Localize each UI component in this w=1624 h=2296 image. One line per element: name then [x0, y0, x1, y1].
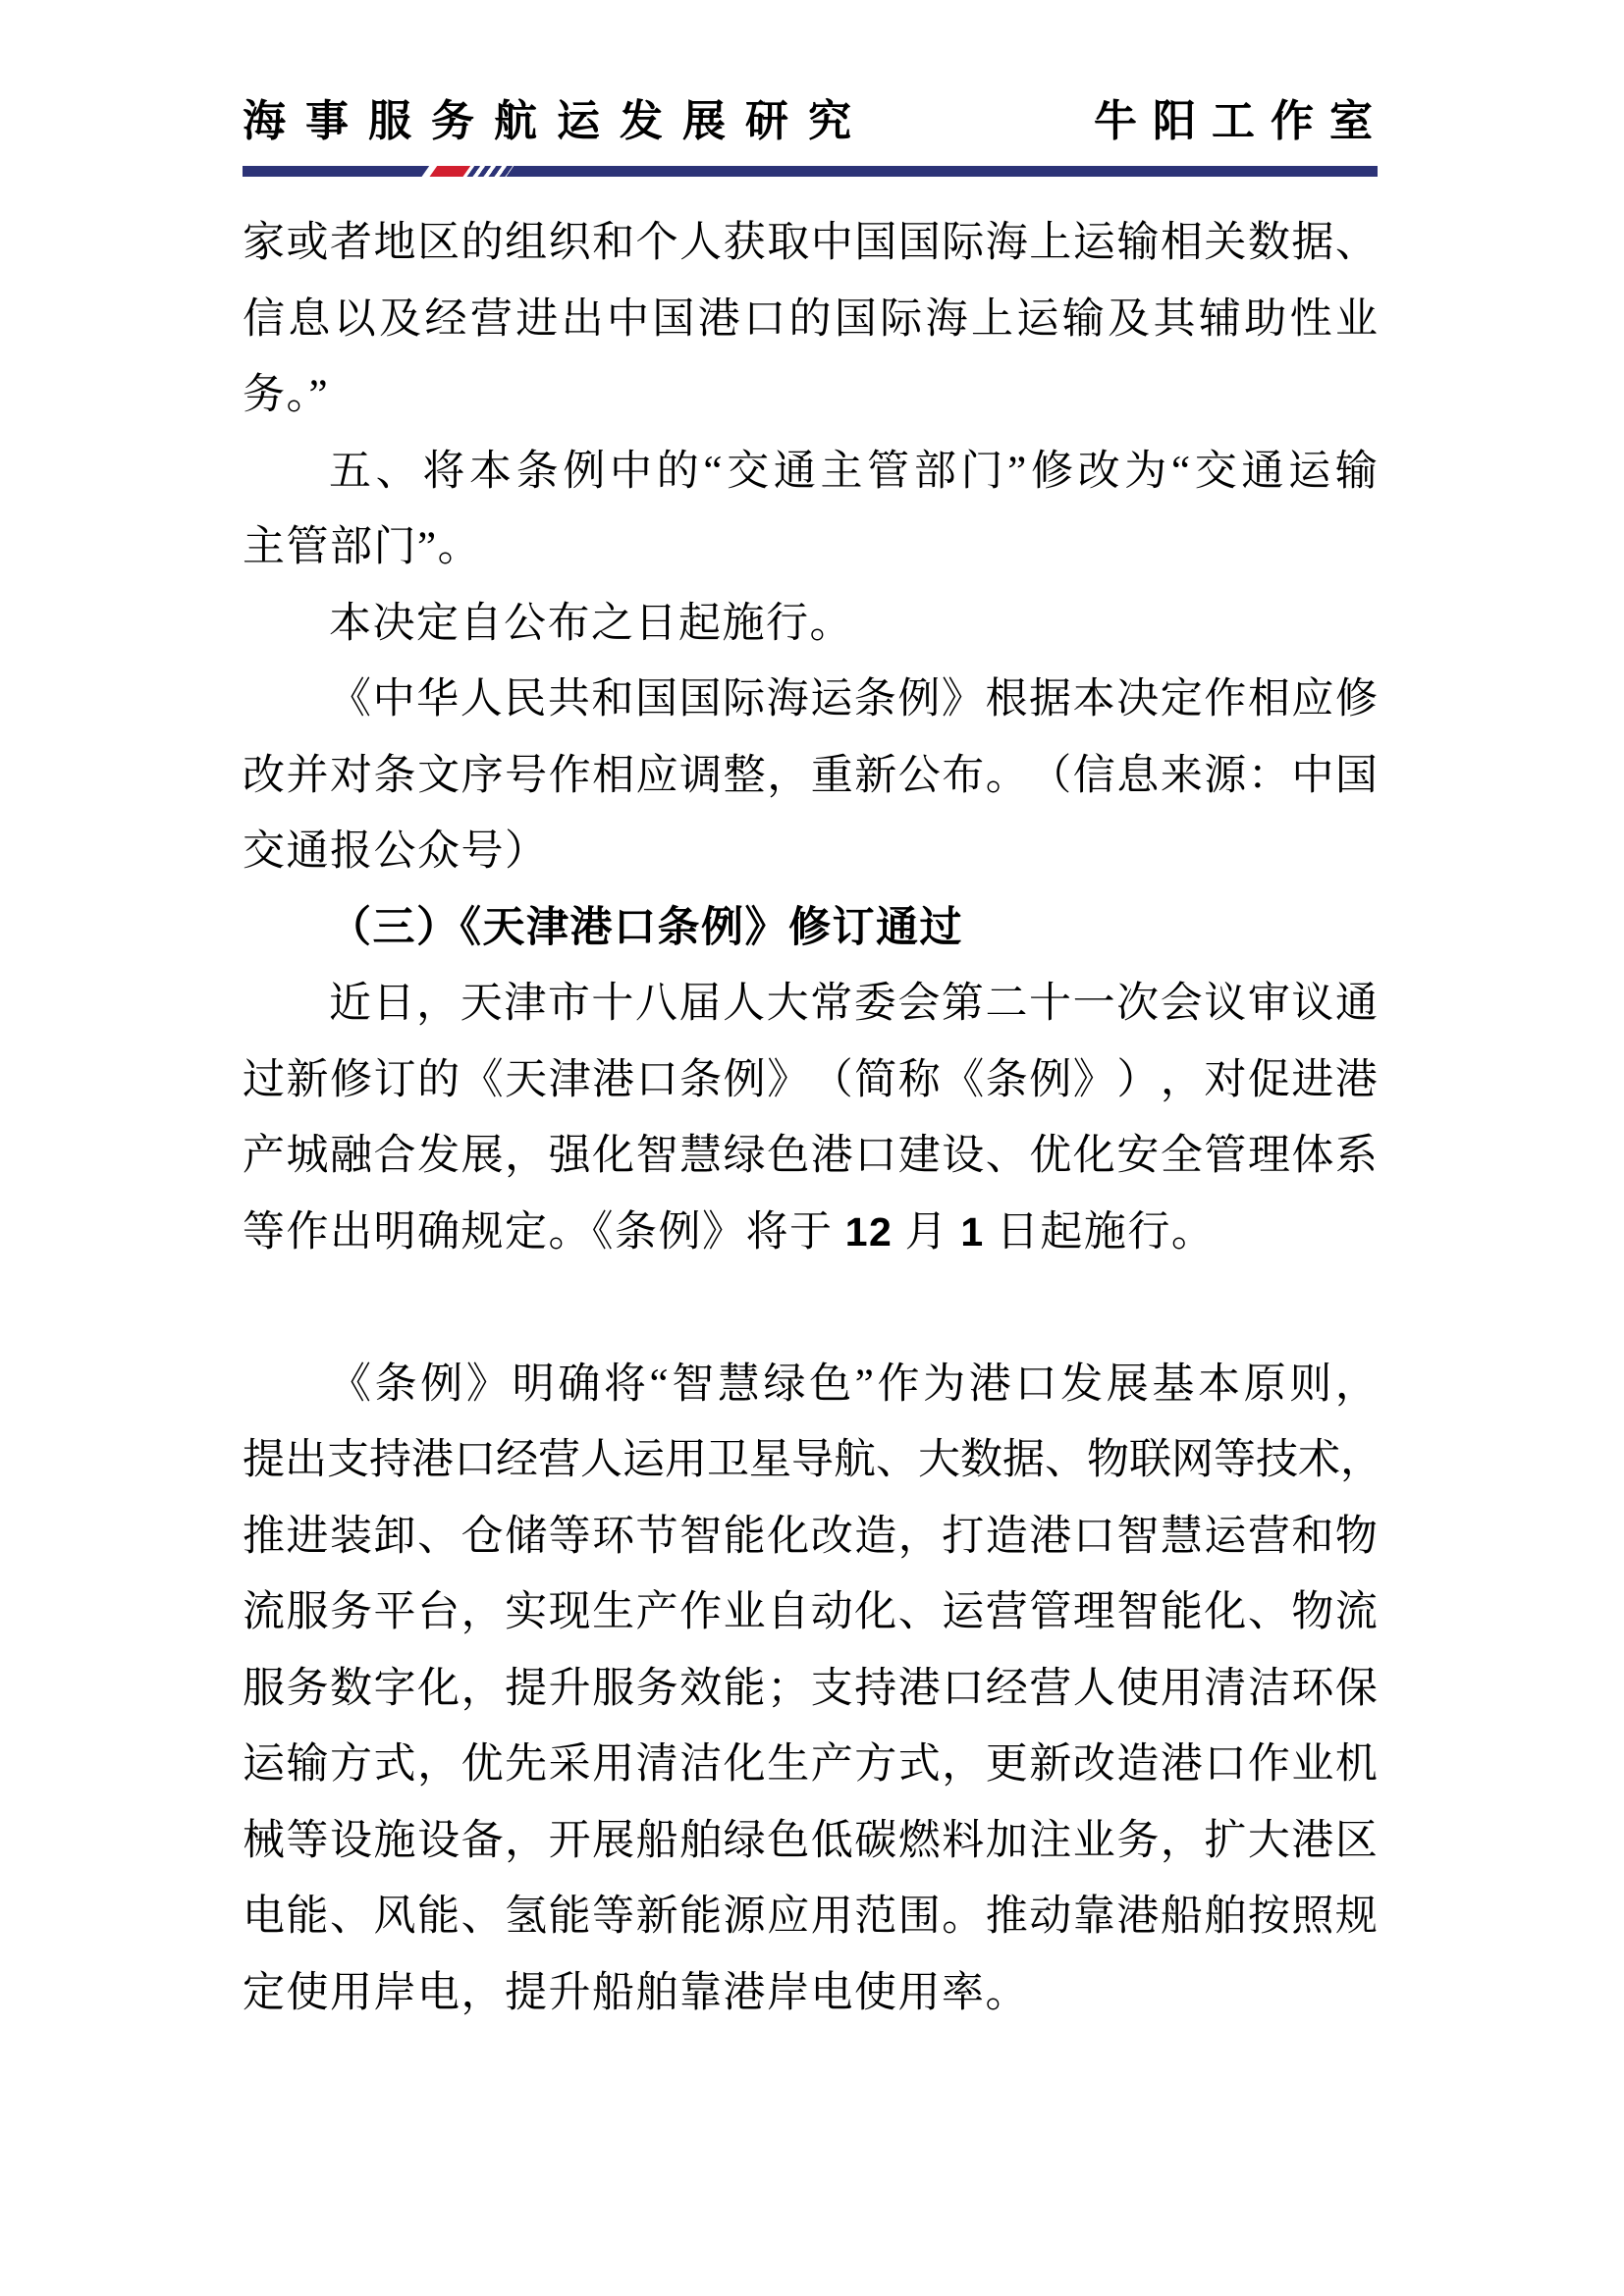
body-line: 运 输 方 式 ， 优 先 采 用 清 洁 化 生 产 方 式 ， 更 新 改 造 港 口 作 业 机	[243, 1741, 1378, 1788]
body-line: 等作出明确规定。《条例》将于 12 月 1 日起施行。	[243, 1208, 1216, 1255]
header-left-title: 海事服务航运发展研究	[243, 97, 871, 145]
body-line: 产 城 融 合 发 展 ， 强 化 智 慧 绿 色 港 口 建 设 、 优 化 安 全 管 理 体 系	[243, 1133, 1378, 1179]
body-line: 改 并 对 条 文 序 号 作 相 应 调 整 ， 重 新 公 布 。 （ 信 息 来 源 ： 中 国	[243, 752, 1378, 799]
body-line: （三）《天津港口条例》修订通过	[329, 904, 963, 951]
body-line: 务。”	[243, 372, 330, 418]
body-line: 主管部门”。	[243, 524, 482, 570]
blank-line	[243, 1270, 1378, 1347]
body-line: 过 新 修 订 的 《 天 津 港 口 条 例 》 （ 简 称 《 条 例 》 ） ， 对 促 进 港	[243, 1056, 1378, 1103]
header-rule	[243, 166, 1378, 177]
body-line: 近 日 ， 天 津 市 十 八 届 人 大 常 委 会 第 二 十 一 次 会 议 审 议 通	[329, 981, 1378, 1027]
body-line: 流 服 务 平 台 ， 实 现 生 产 作 业 自 动 化 、 运 营 管 理 智 能 化 、 物 流	[243, 1589, 1378, 1635]
body-line: 提 出 支 持 港 口 经 营 人 运 用 卫 星 导 航 、 大 数 据 、 物 联 网 等 技 术 ，	[243, 1437, 1382, 1483]
body-line: 《 中 华 人 民 共 和 国 国 际 海 运 条 例 》 根 据 本 决 定 作 相 应 修	[329, 676, 1378, 722]
body-line: 定使用岸电，提升船舶靠港岸电使用率。	[243, 1969, 1029, 2016]
body-line: 《 条 例 》 明 确 将 “ 智 慧 绿 色 ” 作 为 港 口 发 展 基 本 原 则 ，	[329, 1361, 1378, 1408]
body-line: 服 务 数 字 化 ， 提 升 服 务 效 能 ； 支 持 港 口 经 营 人 使 用 清 洁 环 保	[243, 1665, 1378, 1712]
body-line: 家 或 者 地 区 的 组 织 和 个 人 获 取 中 国 国 际 海 上 运 输 相 关 数 据 、	[243, 220, 1378, 266]
body-line: 交通报公众号）	[243, 828, 549, 875]
body-line: 械 等 设 施 设 备 ， 开 展 船 舶 绿 色 低 碳 燃 料 加 注 业 务 ， 扩 大 港 区	[243, 1817, 1378, 1864]
body-line: 信 息 以 及 经 营 进 出 中 国 港 口 的 国 际 海 上 运 输 及 其 辅 助 性 业	[243, 295, 1378, 343]
header-right-title: 牛阳工作室	[1094, 97, 1388, 145]
body-line: 电 能 、 风 能 、 氢 能 等 新 能 源 应 用 范 围 。 推 动 靠 港 船 舶 按 照 规	[243, 1894, 1378, 1940]
document-body	[243, 205, 1382, 2031]
body-line: 推 进 装 卸 、 仓 储 等 环 节 智 能 化 改 造 ， 打 造 港 口 智 慧 运 营 和 物	[243, 1513, 1378, 1560]
body-line: 五 、 将 本 条 例 中 的 “ 交 通 主 管 部 门 ” 修 改 为 “ 交 通 运 输	[329, 448, 1378, 495]
body-line: 本决定自公布之日起施行。	[329, 600, 853, 647]
